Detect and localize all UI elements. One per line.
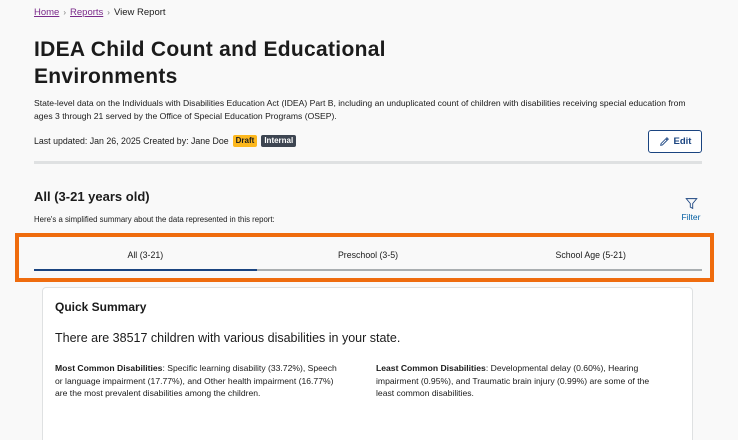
- least-common-text: : Developmental delay (0.60%), Hearing impairment (0.95%), and Traumatic brain injury (0.99%) are some of the least common disabilities.: [376, 363, 650, 398]
- quick-summary-title: Quick Summary: [55, 300, 147, 314]
- internal-badge: Internal: [261, 135, 296, 147]
- page-title: IDEA Child Count and Educational Environments: [34, 38, 386, 88]
- most-common-disabilities: [55, 362, 345, 400]
- pencil-icon: [659, 136, 670, 147]
- breadcrumb-current: View Report: [113, 7, 166, 18]
- report-description: State-level data on the Individuals with Disabilities Education Act (IDEA) Part B, including an unduplicated count of children with disabilities receiving special education from ages 3 through 21 served by the Office of Special Education Programs (OSEP).: [34, 98, 686, 121]
- quick-summary-card: [42, 287, 693, 440]
- summary-lead: There are 38517 children with various disabilities in your state.: [55, 331, 401, 345]
- breadcrumb-reports-link[interactable]: Reports: [70, 7, 104, 18]
- breadcrumb: [34, 7, 166, 18]
- section-subtitle: Here's a simplified summary about the data represented in this report:: [34, 215, 275, 224]
- report-meta: [34, 135, 296, 147]
- age-group-tabs: [34, 247, 702, 271]
- breadcrumb-separator: ›: [63, 8, 67, 17]
- section-title: All (3-21 years old): [34, 189, 150, 204]
- edit-label: Edit: [673, 136, 692, 147]
- tab-preschool[interactable]: Preschool (3-5): [257, 247, 480, 271]
- draft-badge: Draft: [233, 135, 258, 147]
- tab-school-age[interactable]: School Age (5-21): [479, 247, 702, 271]
- most-common-label: Most Common Disabilities: [55, 363, 163, 373]
- filter-icon: [685, 197, 698, 210]
- edit-button[interactable]: [648, 130, 702, 153]
- least-common-label: Least Common Disabilities: [376, 363, 486, 373]
- last-updated-text: Last updated: Jan 26, 2025 Created by: Jane Doe: [34, 136, 229, 146]
- most-common-text: : Specific learning disability (33.72%), Speech or language impairment (17.77%), and Other health impairment (16.77%) are the most prevalent disabilities among the children.: [55, 363, 337, 398]
- tab-all[interactable]: All (3-21): [34, 247, 257, 271]
- breadcrumb-separator: ›: [107, 8, 110, 17]
- least-common-disabilities: [376, 362, 666, 400]
- filter-button[interactable]: [676, 197, 706, 222]
- filter-label: Filter: [681, 212, 701, 222]
- section-divider: [34, 161, 702, 164]
- breadcrumb-home-link[interactable]: Home: [34, 7, 60, 18]
